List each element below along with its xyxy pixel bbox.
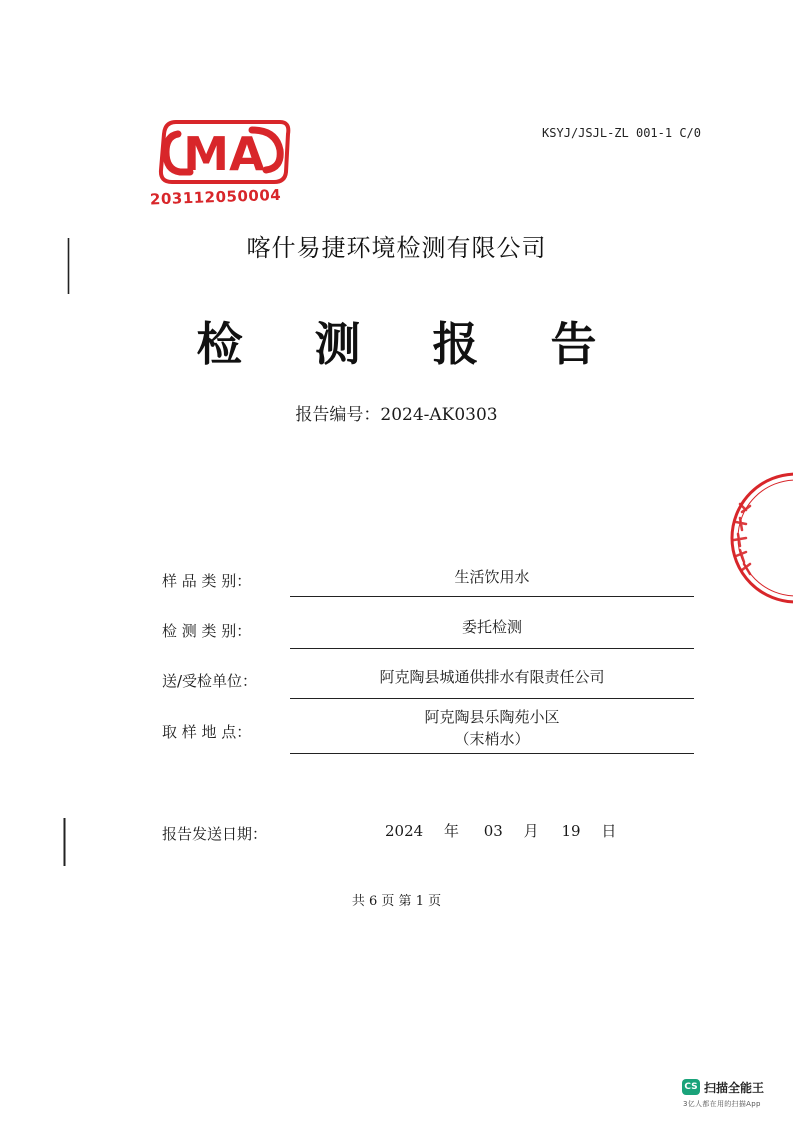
location-underline <box>290 753 694 754</box>
date-year-unit: 年 <box>443 822 459 840</box>
page-title: 检 测 报 告 <box>196 317 625 371</box>
sample-type-label: 样 品 类 别： <box>162 572 252 590</box>
report-date-label: 报告发送日期： <box>162 825 268 843</box>
location-value-line1: 阿克陶县乐陶苑小区 <box>424 708 560 726</box>
document-code: KSYJ/JSJL-ZL 001-1 C/0 <box>542 126 701 140</box>
cma-certificate-number: 203112050004 <box>149 185 282 209</box>
location-label: 取 样 地 点： <box>162 723 252 741</box>
camscanner-logo-icon: CS <box>682 1079 700 1095</box>
date-month: 03 <box>483 822 503 840</box>
date-day-unit: 日 <box>601 822 617 840</box>
client-value: 阿克陶县城通供排水有限责任公司 <box>379 668 605 686</box>
scanner-tagline: 3亿人都在用的扫描App <box>683 1100 761 1108</box>
cma-text: MA <box>183 127 265 181</box>
sample-type-underline <box>290 596 694 597</box>
test-type-value: 委托检测 <box>461 618 522 636</box>
report-number: 报告编号：2024-AK0303 <box>295 405 498 425</box>
report-date <box>385 820 616 841</box>
test-type-label: 检 测 类 别： <box>162 622 252 640</box>
company-name: 喀什易捷环境检测有限公司 <box>246 234 547 262</box>
sample-type-value: 生活饮用水 <box>454 568 530 586</box>
location-value-line2: （末梢水） <box>454 730 530 748</box>
official-seal-icon <box>706 470 793 610</box>
page-info: 共 6 页 第 1 页 <box>351 894 442 909</box>
scanner-watermark <box>682 1078 764 1096</box>
test-type-underline <box>290 648 694 649</box>
date-month-unit: 月 <box>523 822 539 840</box>
binding-mark <box>67 238 70 294</box>
scanner-app-name: 扫描全能王 <box>704 1080 765 1095</box>
date-day: 19 <box>561 822 581 840</box>
client-underline <box>290 698 694 699</box>
client-label: 送/受检单位： <box>162 672 258 690</box>
date-year: 2024 <box>385 822 424 840</box>
binding-mark <box>63 818 66 866</box>
